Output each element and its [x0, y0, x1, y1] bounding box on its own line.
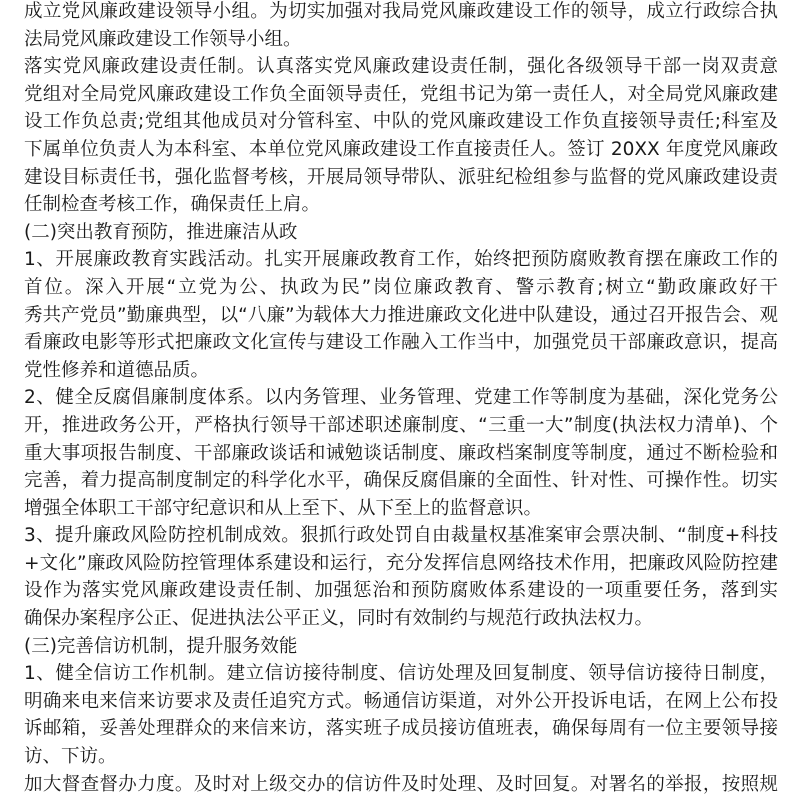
- text-line: 开，推进政务公开，严格执行领导干部述职述廉制度、“三重一大”制度(执法权力清单)、个: [24, 414, 778, 436]
- text-line: 党组对全局党风廉政建设工作负全面领导责任，党组书记为第一责任人，对全局党风廉政建: [24, 83, 778, 105]
- text-line: 建设目标责任书，强化监督考核，开展局领导带队、派驻纪检组参与监督的党风廉政建设责: [24, 166, 778, 188]
- text-line: 看廉政电影等形式把廉政文化宣传与建设工作融入工作当中，加强党员干部廉政意识，提高: [24, 332, 778, 354]
- text-line: 诉邮箱，妥善处理群众的来信来访，落实班子成员接访值班表，确保每周有一位主要领导接: [24, 718, 778, 740]
- text-line: 下属单位负责人为本科室、本单位党风廉政建设工作直接责任人。签订 20XX 年度党风廉政: [24, 138, 778, 160]
- text-line: 设作为落实党风廉政建设责任制、加强惩治和预防腐败体系建设的一项重要任务，落到实: [24, 580, 778, 602]
- text-line: 增强全体职工干部守纪意识和从上至下、从下至上的监督意识。: [24, 497, 543, 519]
- document-body: [24, 0, 778, 798]
- text-line: 设工作负总责;党组其他成员对分管科室、中队的党风廉政建设工作负直接领导责任;科室及: [24, 111, 778, 133]
- text-line: 1、健全信访工作机制。建立信访接待制度、信访处理及回复制度、领导信访接待日制度，: [24, 663, 778, 685]
- text-line: 3、提升廉政风险防控机制成效。狠抓行政处罚自由裁量权基准案审会票决制、“制度+科技: [24, 525, 778, 547]
- text-line: (二)突出教育预防，推进廉洁从政: [24, 221, 298, 243]
- text-line: 成立党风廉政建设领导小组。为切实加强对我局党风廉政建设工作的领导，成立行政综合执: [24, 1, 778, 22]
- text-line: 法局党风廉政建设工作领导小组。: [24, 28, 302, 50]
- text-line: (三)完善信访机制，提升服务效能: [24, 635, 298, 657]
- text-line: 秀共产党员”勤廉典型，以“八廉”为载体大力推进廉政文化进中队建设，通过召开报告会、观: [24, 304, 778, 326]
- text-line: 任制检查考核工作，确保责任上肩。: [24, 194, 321, 216]
- text-line: 首位。深入开展“立党为公、执政为民”岗位廉政教育、警示教育;树立“勤政廉政好干: [24, 276, 778, 298]
- text-line: 1、开展廉政教育实践活动。扎实开展廉政教育工作，始终把预防腐败教育摆在廉政工作的: [24, 249, 778, 271]
- text-line: 落实党风廉政建设责任制。认真落实党风廉政建设责任制，强化各级领导干部一岗双责意: [24, 56, 778, 78]
- text-line: 明确来电来信来访要求及责任追究方式。畅通信访渠道，对外公开投诉电话，在网上公布投: [24, 690, 778, 712]
- text-line: 加大督查督办力度。及时对上级交办的信访件及时处理、及时回复。对署名的举报，按照规: [24, 773, 778, 795]
- text-line: 党性修养和道德品质。: [24, 359, 210, 381]
- text-line: 访、下访。: [24, 746, 117, 768]
- text-line: 完善，着力提高制度制定的科学化水平，确保反腐倡廉的全面性、针对性、可操作性。切实: [24, 470, 778, 492]
- text-line: 确保办案程序公正、促进执法公平正义，同时有效制约与规范行政执法权力。: [24, 608, 654, 630]
- text-line: 2、健全反腐倡廉制度体系。以内务管理、业务管理、党建工作等制度为基础，深化党务公: [24, 387, 778, 409]
- text-line: 重大事项报告制度、干部廉政谈话和诫勉谈话制度、廉政档案制度等制度，通过不断检验和: [24, 442, 778, 464]
- text-line: +文化”廉政风险防控管理体系建设和运行，充分发挥信息网络技术作用，把廉政风险防控建: [24, 552, 778, 574]
